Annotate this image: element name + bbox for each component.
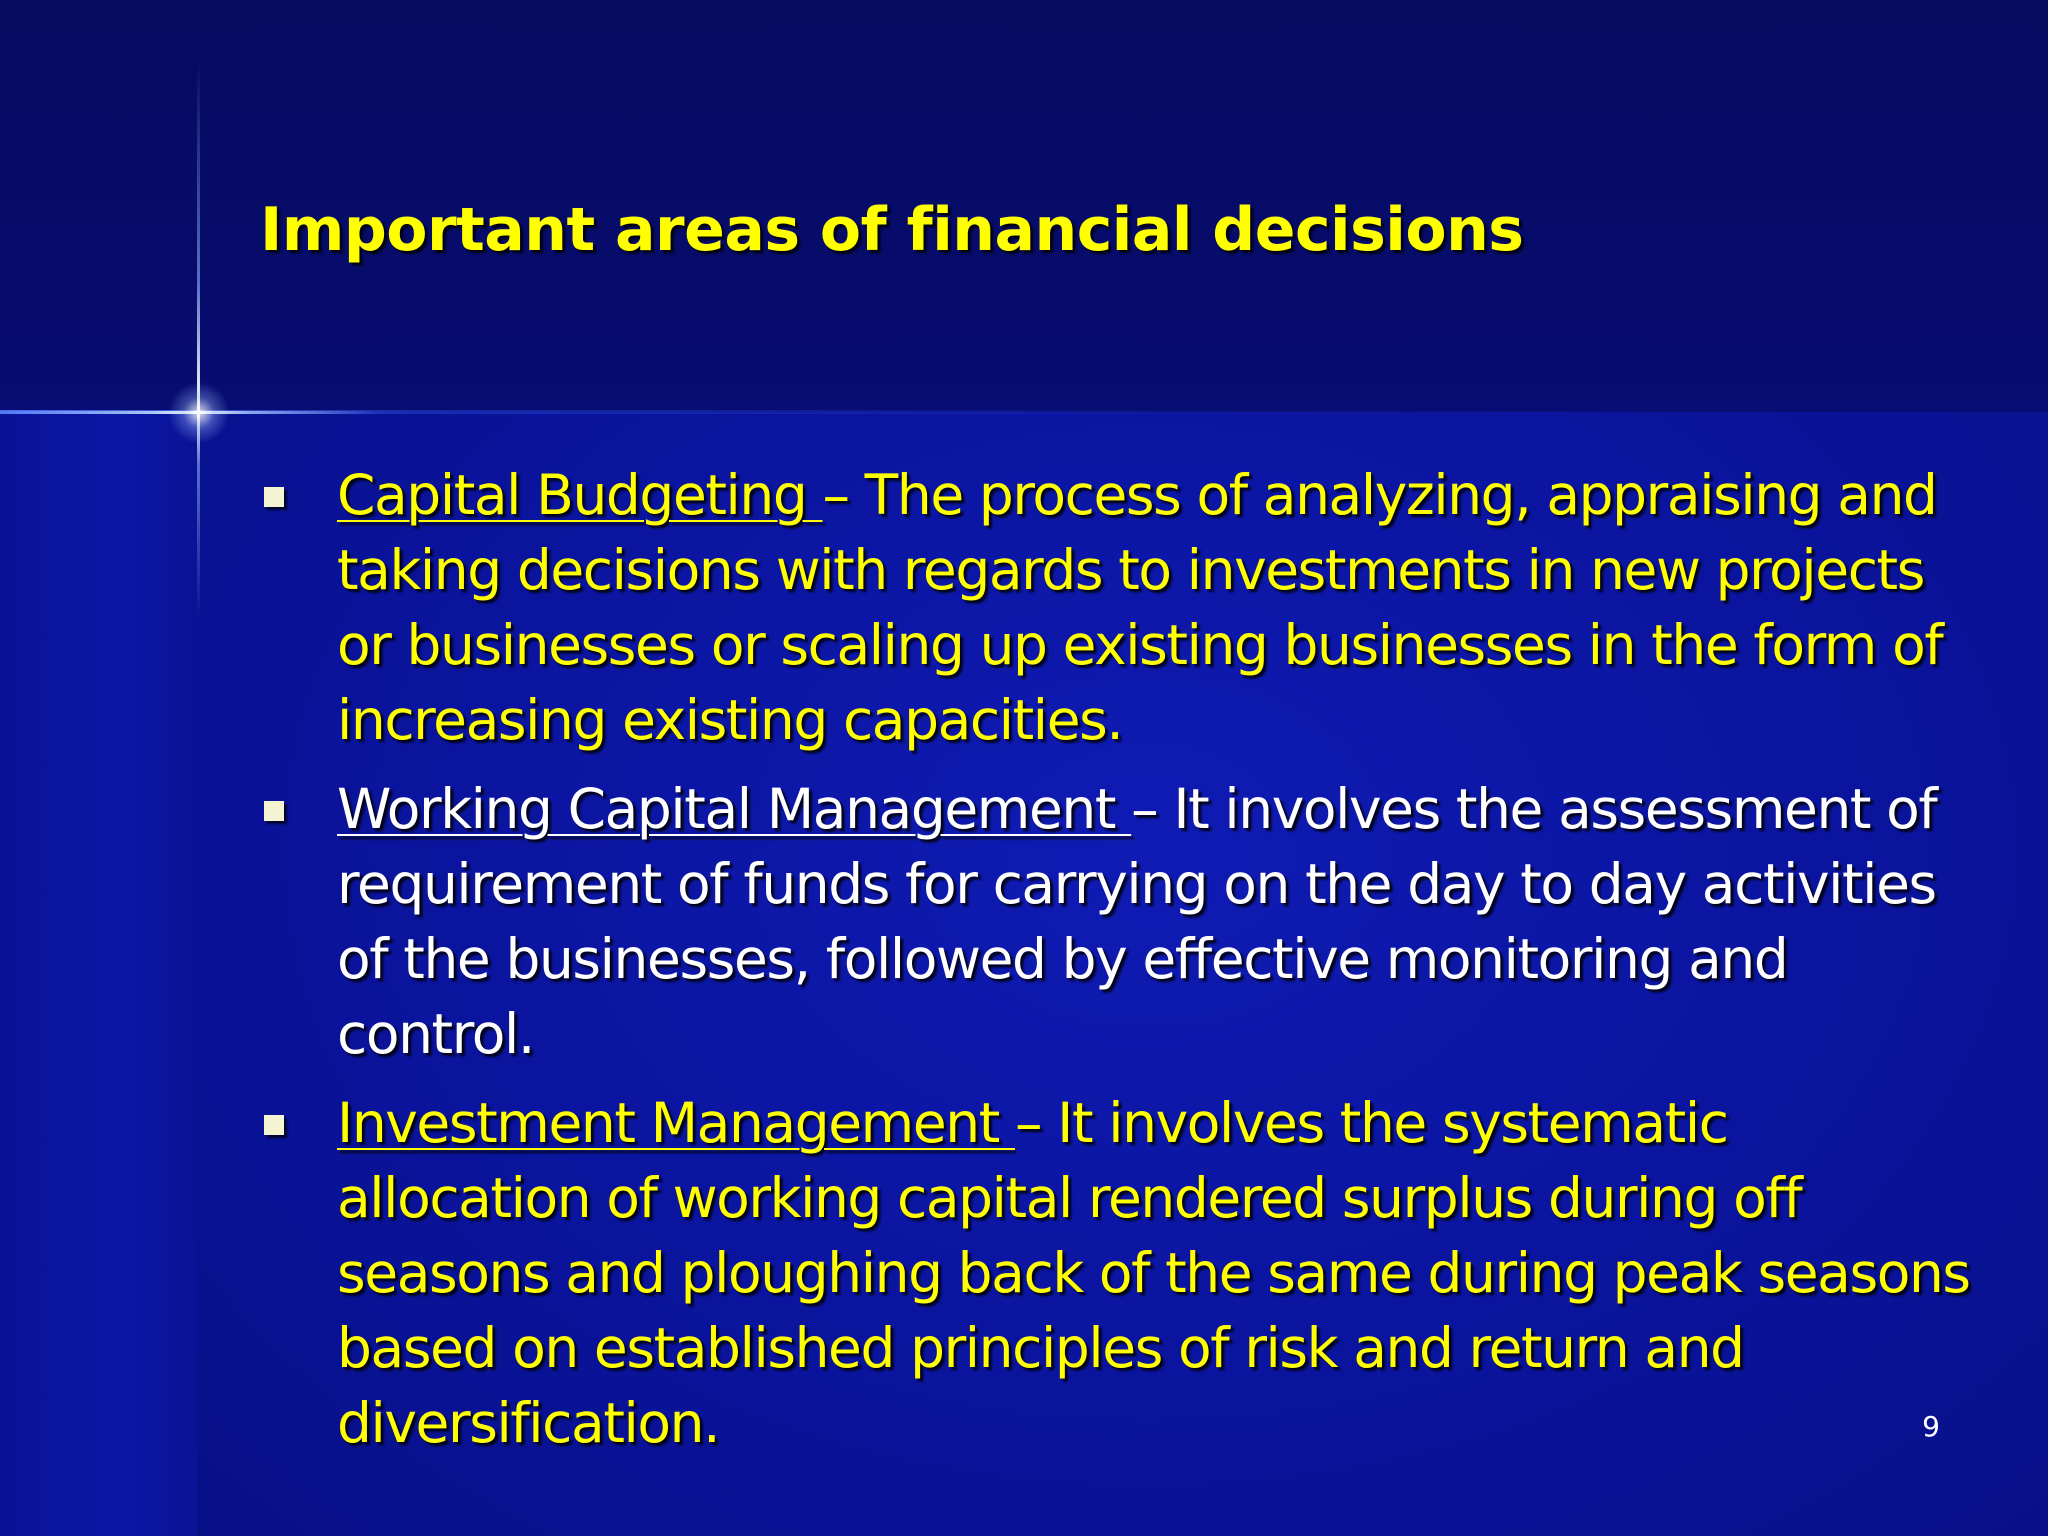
bullet-description: – The process of analyzing, appraising and taking decisions with regards to investments in new projects or businesses or scaling up existing businesses in the form of increasing existing capacities. bbox=[337, 463, 1943, 752]
bullet-capital-budgeting bbox=[262, 458, 1982, 758]
bullet-term: Investment Management bbox=[337, 1091, 1015, 1155]
square-bullet-icon bbox=[264, 801, 284, 821]
light-flare-glow bbox=[168, 382, 230, 444]
bullet-term: Capital Budgeting bbox=[337, 463, 823, 527]
bullet-investment-management bbox=[262, 1086, 1982, 1461]
bullet-description: – It involves the assessment of requirement of funds for carrying on the day to day activities of the businesses, followed by effective monitoring and control. bbox=[337, 777, 1937, 1066]
slide-title: Important areas of financial decisions bbox=[260, 195, 1524, 265]
bullet-description: – It involves the systematic allocation of working capital rendered surplus during off seasons and ploughing back of the same during peak seasons based on established principles of risk and return and diversification. bbox=[337, 1091, 1970, 1455]
bullet-list bbox=[262, 458, 1982, 1475]
left-accent-strip bbox=[0, 410, 197, 1536]
light-flare-vertical bbox=[197, 60, 200, 620]
bullet-working-capital-management bbox=[262, 772, 1982, 1072]
square-bullet-icon bbox=[264, 1115, 284, 1135]
bullet-term: Working Capital Management bbox=[337, 777, 1132, 841]
page-number: 9 bbox=[1922, 1410, 1940, 1443]
square-bullet-icon bbox=[264, 487, 284, 507]
